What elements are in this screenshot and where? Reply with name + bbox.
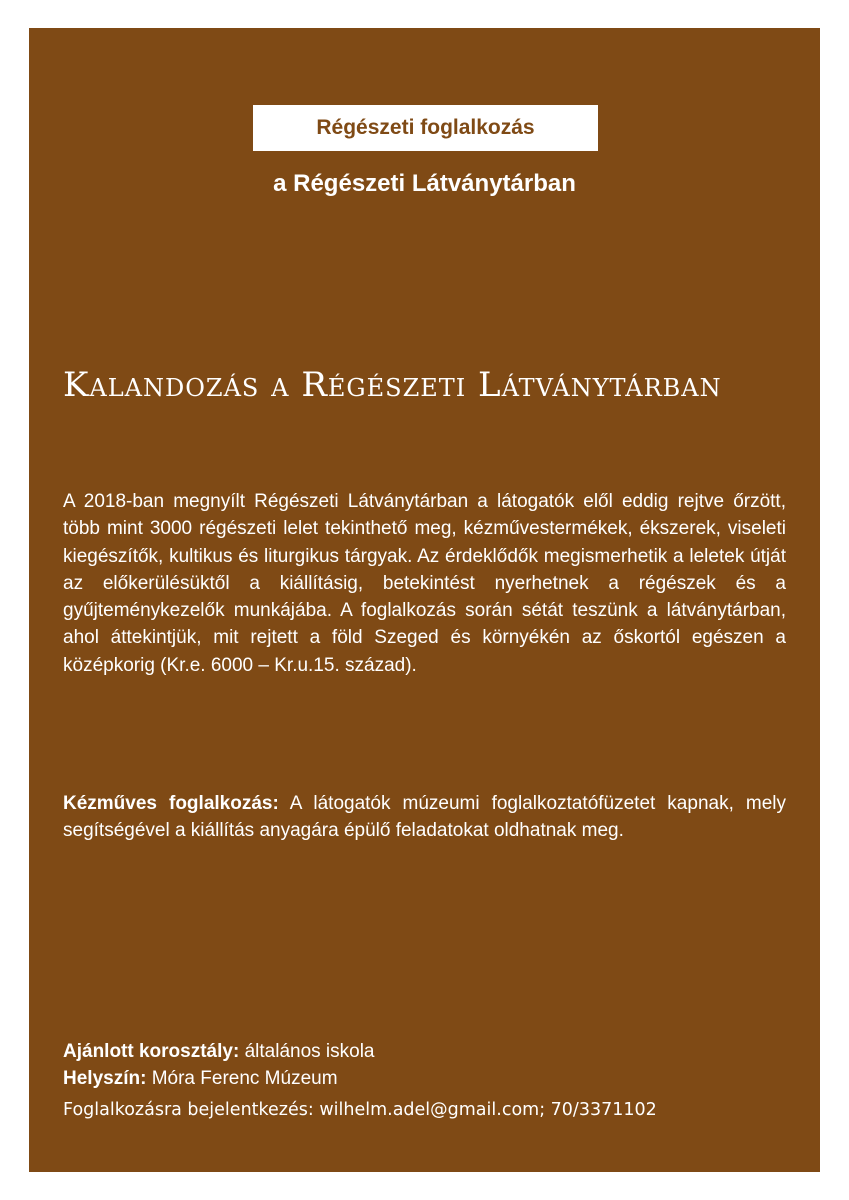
registration-line: Foglalkozásra bejelentkezés: wilhelm.adel@gmail.com; 70/3371102 — [63, 1100, 657, 1120]
intro-paragraph: A 2018-ban megnyílt Régészeti Látványtárban a látogatók elől eddig rejtve őrzött, több mint 3000 régészeti lelet tekinthető meg, kézművestermékek, ékszerek, viseleti kiegészítők, kultikus és liturgikus tárgyak. Az érdeklődők megismerhetik a leletek útját az előkerülésüktől a kiállításig, betekintést nyerhetnek a régészek és a gyűjteménykezelők munkájába. A foglalkozás során sétát teszünk a látványtárban, ahol áttekintjük, mit rejtett a föld Szeged és környékén az őskortól egészen a középkorig (Kr.e. 6000 – Kr.u.15. század). — [63, 491, 786, 676]
place-value: Móra Ferenc Múzeum — [146, 1068, 338, 1089]
craft-text: A látogatók múzeumi foglalkoztatófüzetet kapnak, mely segítségével a kiállítás anyagára épülő feladatokat oldhatnak meg. — [63, 793, 786, 842]
header-subtitle: a Régészeti Látványtárban — [273, 170, 576, 197]
header-label-box — [253, 105, 598, 151]
age-line — [63, 1038, 786, 1065]
header-label: Régészeti foglalkozás — [316, 116, 535, 139]
age-value: általános iskola — [239, 1041, 375, 1062]
craft-paragraph — [63, 790, 786, 845]
place-line — [63, 1065, 786, 1092]
age-label: Ajánlott korosztály: — [63, 1041, 240, 1062]
place-label: Helyszín: — [63, 1068, 147, 1089]
headline: Kalandozás a Régészeti Látványtárban — [63, 365, 722, 405]
craft-label: Kézműves foglalkozás: — [63, 793, 279, 814]
